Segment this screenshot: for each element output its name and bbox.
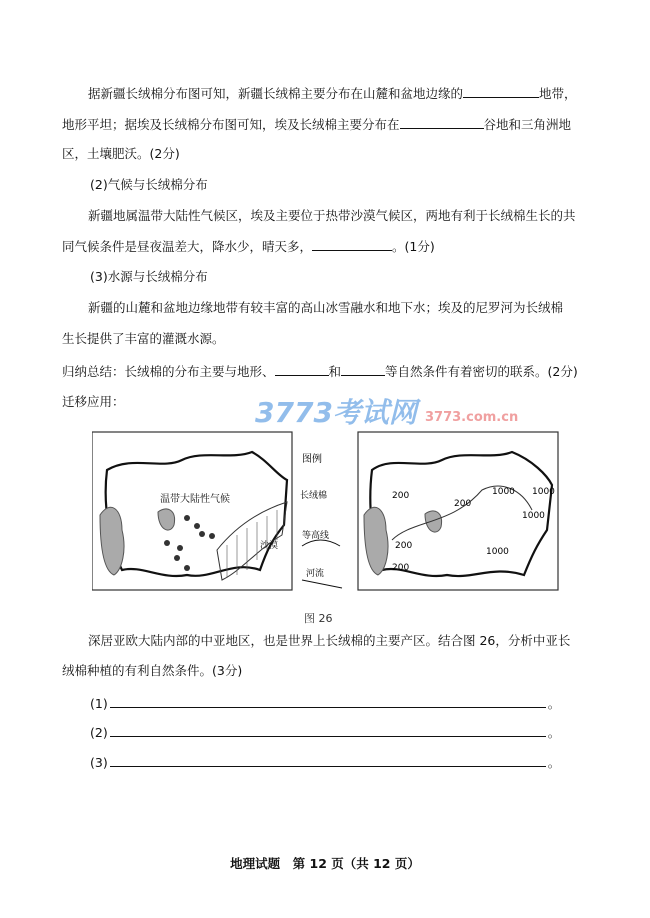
text: 区，土壤肥沃。(2分) xyxy=(62,146,180,161)
text: 地形平坦；据埃及长绒棉分布图可知，埃及长绒棉主要分布在 xyxy=(62,117,400,132)
answer-row-3 xyxy=(90,753,560,771)
answer-blank[interactable] xyxy=(463,85,539,98)
section-heading-water: (3)水源与长绒棉分布 xyxy=(90,269,208,284)
text: 新疆地属温带大陆性气候区，埃及主要位于热带沙漠气候区，两地有利于长绒棉生长的共 xyxy=(88,208,576,223)
answer-blank[interactable] xyxy=(275,363,329,376)
answer-label: (1) xyxy=(90,696,108,711)
map-climate-label: 温带大陆性气候 xyxy=(160,494,230,505)
text: 。 xyxy=(547,755,561,770)
contour-label: 1000 xyxy=(522,511,545,521)
text: 。 xyxy=(547,725,561,740)
answer-row-2 xyxy=(90,723,560,741)
contour-label: 200 xyxy=(392,491,410,501)
desert-label: 沙漠 xyxy=(260,541,279,551)
contour-label: 1000 xyxy=(532,487,555,497)
paragraph-line xyxy=(62,238,435,255)
legend xyxy=(300,452,342,588)
figure-26-maps xyxy=(92,430,562,595)
text: 。 xyxy=(547,696,561,711)
answer-blank[interactable] xyxy=(400,116,484,129)
legend-cotton: 长绒棉 xyxy=(300,491,328,501)
contour-label: 200 xyxy=(395,541,413,551)
answer-blank[interactable] xyxy=(312,238,392,251)
text: 和 xyxy=(328,364,342,379)
page-footer: 地理试题 第 12 页（共 12 页） xyxy=(230,856,420,871)
answer-label: (2) xyxy=(90,725,108,740)
text: 谷地和三角洲地 xyxy=(483,117,572,132)
contour-label: 200 xyxy=(392,563,410,573)
answer-line[interactable] xyxy=(110,695,546,708)
legend-river: 河流 xyxy=(306,569,325,579)
answer-row-1 xyxy=(90,694,560,712)
summary-line xyxy=(62,363,578,380)
paragraph-line xyxy=(62,116,571,133)
text: 同气候条件是昼夜温差大，降水少，晴天多， xyxy=(62,239,313,254)
section-heading-climate: (2)气候与长绒棉分布 xyxy=(90,177,208,192)
answer-blank[interactable] xyxy=(341,363,385,376)
legend-contour: 等高线 xyxy=(302,531,330,541)
answer-line[interactable] xyxy=(110,724,546,737)
text: 据新疆长绒棉分布图可知，新疆长绒棉主要分布在山麓和盆地边缘的 xyxy=(88,86,464,101)
text: 迁移应用： xyxy=(62,394,125,409)
contour-label: 1000 xyxy=(492,487,515,497)
legend-title: 图例 xyxy=(302,454,322,465)
contour-label: 1000 xyxy=(486,547,509,557)
text: 生长提供了丰富的灌溉水源。 xyxy=(62,331,225,346)
text: 地带， xyxy=(539,86,577,101)
text: 深居亚欧大陆内部的中亚地区，也是世界上长绒棉的主要产区。结合图 26，分析中亚长 xyxy=(88,633,571,648)
left-map xyxy=(92,432,292,590)
paragraph-terrain xyxy=(88,85,577,102)
text: 等自然条件有着密切的联系。(2分) xyxy=(385,364,578,379)
text: 。(1分) xyxy=(392,239,435,254)
contour-label: 200 xyxy=(454,499,472,509)
watermark-url: 3773.com.cn xyxy=(425,410,519,425)
right-map xyxy=(358,432,558,590)
figure-caption: 图 26 xyxy=(304,612,333,625)
watermark-logo: 3773考试网 xyxy=(255,396,417,429)
text: 新疆的山麓和盆地边缘地带有较丰富的高山冰雪融水和地下水；埃及的尼罗河为长绒棉 xyxy=(88,300,564,315)
answer-line[interactable] xyxy=(110,754,546,767)
text: 绒棉种植的有利自然条件。(3分) xyxy=(62,663,243,678)
text: 归纳总结：长绒棉的分布主要与地形、 xyxy=(62,364,275,379)
answer-label: (3) xyxy=(90,755,108,770)
